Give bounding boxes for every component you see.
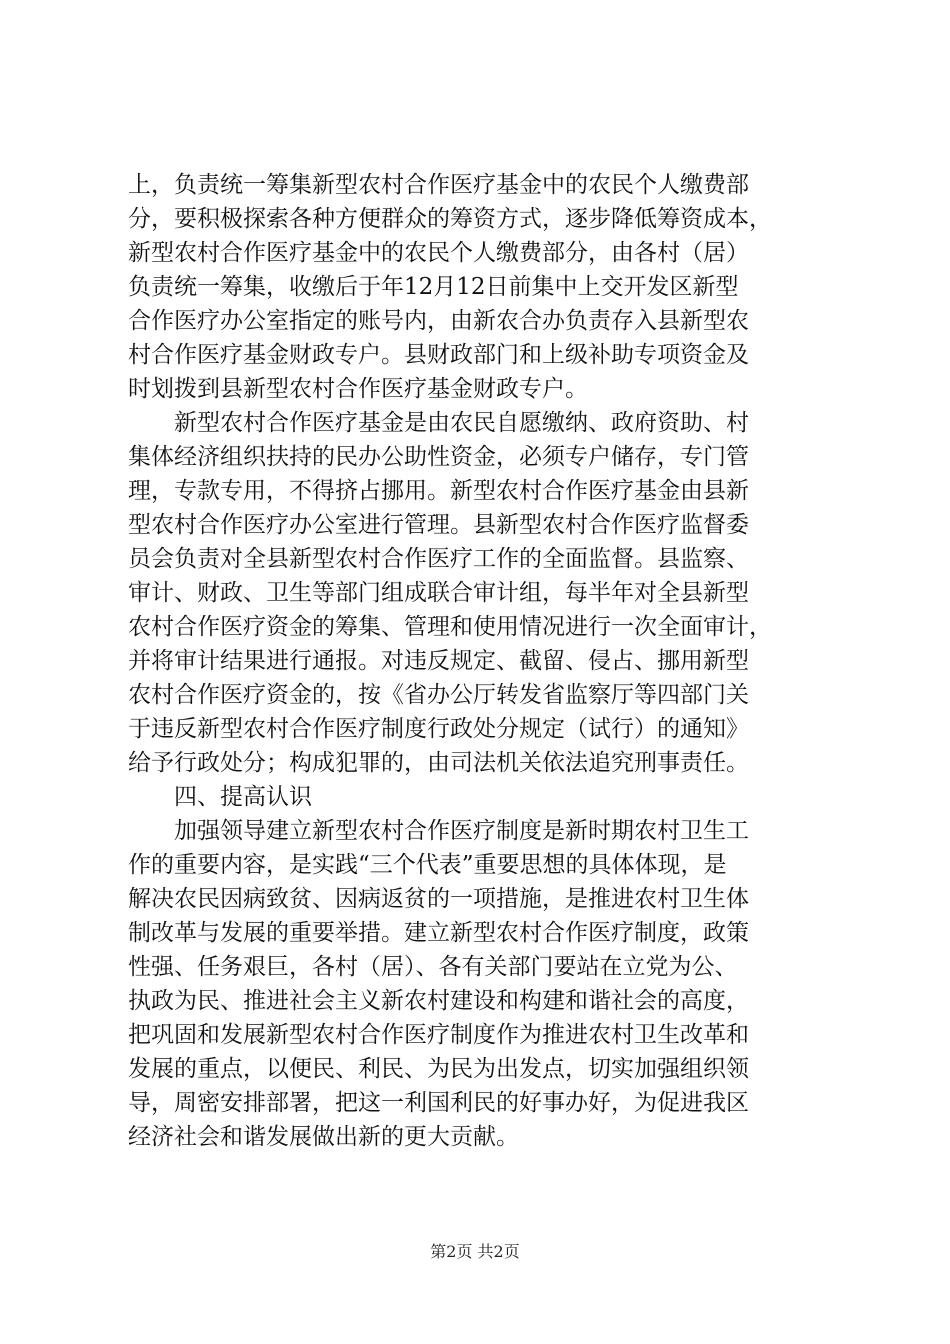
text-line: 给予行政处分；构成犯罪的，由司法机关依法追究刑事责任。 [128,750,749,776]
text-line: 合作医疗办公室指定的账号内，由新农合办负责存入县新型农 [128,308,749,334]
text-line: 四、提高认识 [128,784,312,810]
text-line: 发展的重点，以便民、利民、为民为出发点，切实加强组织领 [128,1056,749,1082]
text-line: 农村合作医疗资金的，按《省办公厅转发省监察厅等四部门关 [128,682,749,708]
text-line: 解决农民因病致贫、因病返贫的一项措施，是推进农村卫生体 [128,886,749,912]
text-line: 员会负责对全县新型农村合作医疗工作的全面监督。县监察、 [128,546,749,572]
text-line: 加强领导建立新型农村合作医疗制度是新时期农村卫生工 [128,818,749,844]
text-line: 导，周密安排部署，把这一利国利民的好事办好，为促进我区 [128,1090,749,1116]
text-line: 并将审计结果进行通报。对违反规定、截留、侵占、挪用新型 [128,648,749,674]
text-line: 把巩固和发展新型农村合作医疗制度作为推进农村卫生改革和 [128,1022,749,1048]
text-line: 于违反新型农村合作医疗制度行政处分规定（试行）的通知》 [128,716,749,742]
text-line: 审计、财政、卫生等部门组成联合审计组，每半年对全县新型 [128,580,749,606]
text-line: 负责统一筹集，收缴后于年12月12日前集中上交开发区新型 [128,274,739,300]
text-line: 理，专款专用，不得挤占挪用。新型农村合作医疗基金由县新 [128,478,749,504]
text-line: 村合作医疗基金财政专户。县财政部门和上级补助专项资金及 [128,342,749,368]
text-line: 新型农村合作医疗基金中的农民个人缴费部分，由各村（居） [128,240,749,266]
text-line: 分，要积极探索各种方便群众的筹资方式，逐步降低筹资成本， [128,206,772,232]
text-line: 执政为民、推进社会主义新农村建设和构建和谐社会的高度， [128,988,749,1014]
text-line: 新型农村合作医疗基金是由农民自愿缴纳、政府资助、村 [128,410,749,436]
text-line: 制改革与发展的重要举措。建立新型农村合作医疗制度，政策 [128,920,749,946]
text-line: 上，负责统一筹集新型农村合作医疗基金中的农民个人缴费部 [128,172,749,198]
text-line: 集体经济组织扶持的民办公助性资金，必须专户储存，专门管 [128,444,749,470]
page-footer: 第2页 共2页 [430,1242,520,1261]
text-line: 作的重要内容，是实践“三个代表”重要思想的具体体现，是 [128,852,727,878]
text-line: 时划拨到县新型农村合作医疗基金财政专户。 [128,376,588,402]
text-line: 型农村合作医疗办公室进行管理。县新型农村合作医疗监督委 [128,512,749,538]
text-line: 性强、任务艰巨，各村（居）、各有关部门要站在立党为公、 [128,954,738,980]
text-line: 经济社会和谐发展做出新的更大贡献。 [128,1124,519,1150]
text-line: 农村合作医疗资金的筹集、管理和使用情况进行一次全面审计， [128,614,772,640]
body-text [128,168,828,1154]
